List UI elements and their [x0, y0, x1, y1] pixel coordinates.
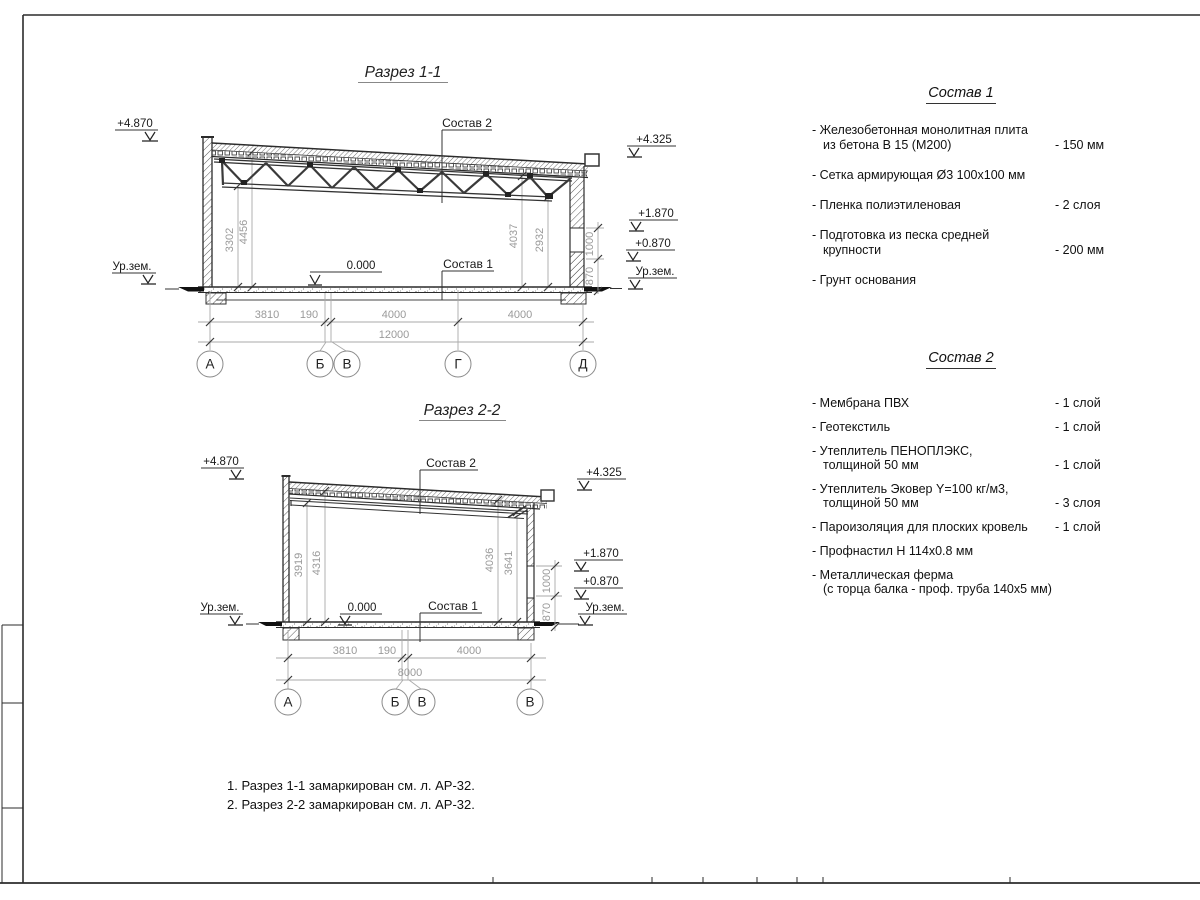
- dim-3302: 3302: [224, 227, 236, 253]
- axis-b: Б: [315, 356, 325, 372]
- composition-labels-2-2: [420, 456, 482, 642]
- axis-a: А: [205, 356, 215, 372]
- axis-a: А: [283, 694, 293, 710]
- sheet-notes: [227, 777, 475, 814]
- elevation-marks-1-1: [112, 118, 678, 289]
- note-line: 1. Разрез 1-1 замаркирован см. л. АР-32.: [227, 778, 475, 793]
- elev-1870: +1.870: [638, 208, 674, 220]
- list-item: - Пароизоляция для плоских кровель - 1 слой: [812, 520, 1101, 534]
- elev-1870: +1.870: [583, 548, 619, 560]
- elev-zero: 0.000: [346, 260, 376, 272]
- note-line: 2. Разрез 2-2 замаркирован см. л. АР-32.: [227, 796, 475, 812]
- list-item: - Сетка армирующая Ø3 100х100 мм: [812, 168, 1026, 182]
- elev-4870: +4.870: [203, 456, 239, 468]
- dim-8000: 8000: [397, 667, 423, 679]
- axis-g: Г: [454, 356, 462, 372]
- section-2-2-title: Разрез 2-2: [423, 402, 501, 419]
- axis-bubbles-2-2: [275, 689, 543, 715]
- elev-4325: +4.325: [636, 134, 672, 146]
- axis-v2: В: [525, 694, 535, 710]
- dim-4000: 4000: [456, 645, 482, 657]
- dim-12000: 12000: [378, 329, 410, 341]
- list-item: - Подготовка из песка средней крупности - 200 мм: [812, 228, 1105, 257]
- dim-4456: 4456: [238, 219, 250, 245]
- axis-d: Д: [578, 356, 588, 372]
- list-item: - Металлическая ферма (с торца балка - проф. труба 140х5 мм): [812, 568, 1052, 596]
- dim-4000-a: 4000: [381, 309, 407, 321]
- label-sostav1: Состав 1: [443, 257, 493, 271]
- wall-dim-2-2: [536, 560, 562, 631]
- list-item: - Мембрана ПВХ - 1 слой: [812, 396, 1101, 410]
- composition-2-title: Состав 2: [812, 351, 1110, 366]
- list-item: - Утеплитель ПЕНОПЛЭКС, толщиной 50 мм - 1 слой: [812, 444, 1101, 472]
- section-2-2: [200, 402, 627, 715]
- axis-v1: В: [417, 694, 427, 710]
- elev-ground-left: Ур.зем.: [112, 261, 152, 273]
- dim-4036: 4036: [484, 547, 496, 573]
- dim-4037: 4037: [508, 223, 520, 249]
- section-1-1: [112, 64, 678, 377]
- dim-190: 190: [377, 645, 397, 657]
- list-item: - Утеплитель Эковер Y=100 кг/м3, толщиной 50 мм - 3 слоя: [812, 482, 1101, 510]
- label-sostav2: Состав 2: [426, 456, 476, 470]
- dim-190: 190: [299, 309, 319, 321]
- dim-4000-b: 4000: [507, 309, 533, 321]
- elev-4870: +4.870: [117, 118, 153, 130]
- dim-3919: 3919: [293, 552, 305, 578]
- composition-2-list: [812, 351, 1110, 606]
- elevation-marks-2-2: [200, 456, 627, 625]
- elev-ground-left: Ур.зем.: [200, 602, 240, 614]
- dim-3641: 3641: [503, 550, 515, 576]
- elev-ground-right: Ур.зем.: [585, 602, 625, 614]
- dim-870: 870: [541, 602, 553, 622]
- composition-1-list: [812, 86, 1110, 303]
- elev-zero: 0.000: [347, 602, 377, 614]
- bottom-dims-1-1: [198, 290, 594, 351]
- elev-4325: +4.325: [586, 467, 622, 479]
- elev-0870: +0.870: [583, 576, 619, 588]
- axis-v: В: [342, 356, 352, 372]
- list-item: - Пленка полиэтиленовая - 2 слоя: [812, 198, 1101, 212]
- wall-dim-1-1: [584, 222, 604, 295]
- dim-1000: 1000: [584, 231, 596, 257]
- elev-ground-right: Ур.зем.: [635, 266, 675, 278]
- axis-b: Б: [390, 694, 400, 710]
- dim-1000: 1000: [541, 568, 553, 594]
- list-item: - Геотекстиль - 1 слой: [812, 420, 1101, 434]
- dim-3810: 3810: [254, 309, 280, 321]
- dim-3810: 3810: [332, 645, 358, 657]
- list-item: - Профнастил Н 114х0.8 мм: [812, 544, 974, 558]
- dim-2932: 2932: [534, 227, 546, 253]
- building-1-1: [165, 137, 622, 304]
- label-sostav1: Состав 1: [428, 599, 478, 613]
- label-sostav2: Состав 2: [442, 116, 492, 130]
- dim-870: 870: [584, 266, 596, 286]
- list-item: - Грунт основания: [812, 273, 917, 287]
- list-item: - Железобетонная монолитная плита из бетона В 15 (М200) - 150 мм: [812, 123, 1105, 152]
- dim-4316: 4316: [311, 550, 323, 576]
- axis-bubbles-1-1: [197, 351, 596, 377]
- bottom-dims-2-2: [276, 630, 546, 689]
- elev-0870: +0.870: [635, 238, 671, 250]
- composition-labels-1-1: [442, 116, 494, 300]
- interior-dims-2-2: [293, 487, 521, 626]
- section-1-1-title: Разрез 1-1: [364, 64, 442, 81]
- composition-1-title: Состав 1: [812, 86, 1110, 101]
